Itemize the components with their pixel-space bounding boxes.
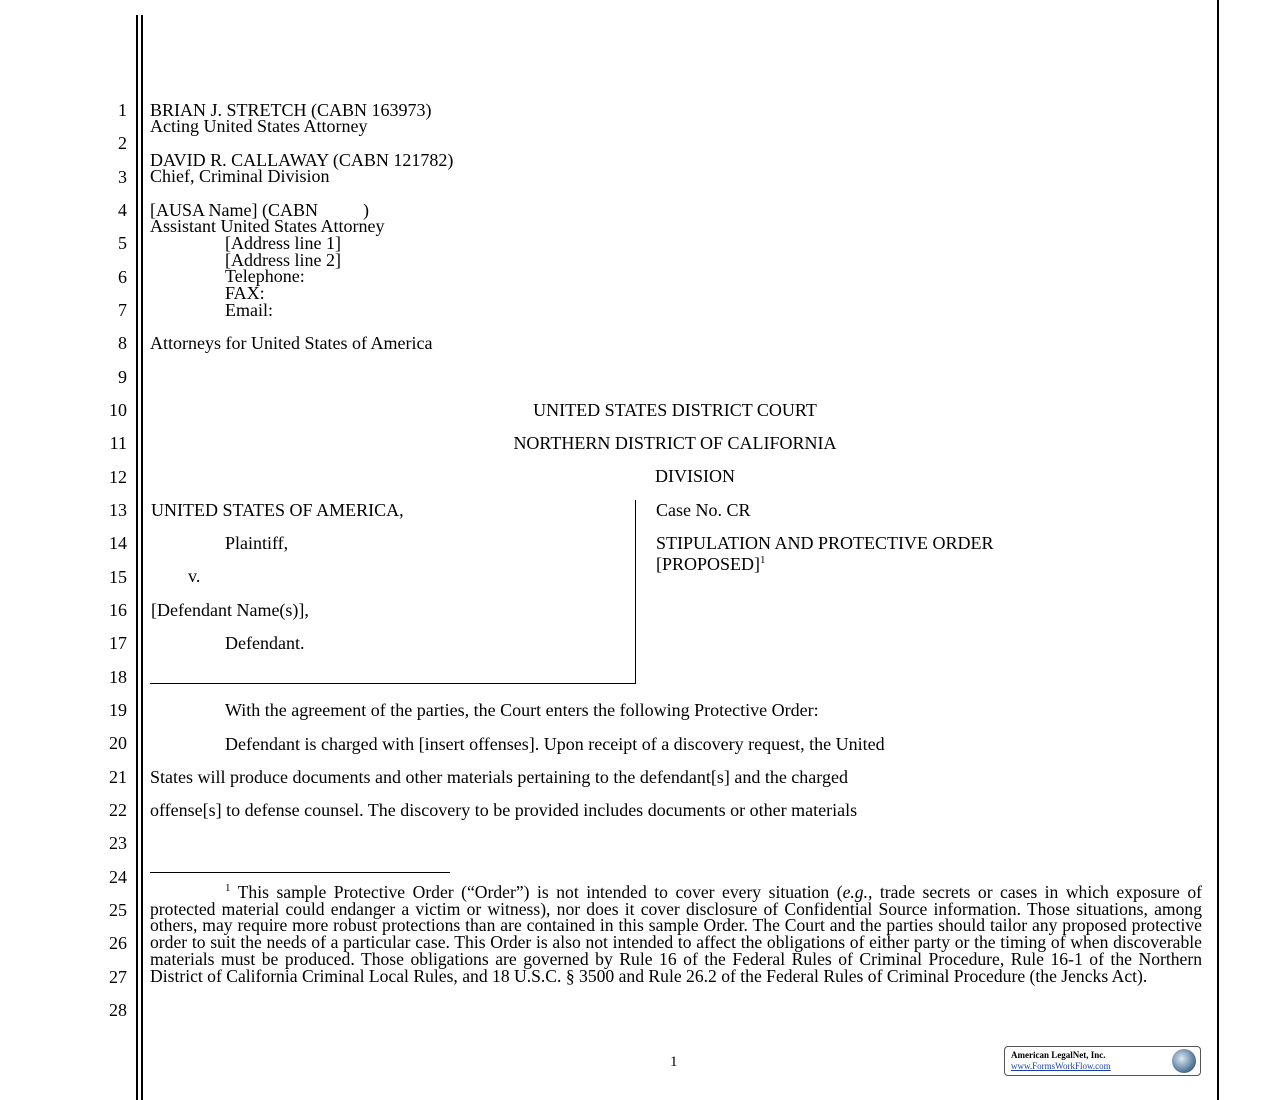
attorney-name-1: BRIAN J. STRETCH (CABN 163973) [150, 100, 432, 120]
line-number: 18 [109, 666, 127, 687]
margin-rule-left-outer [136, 15, 138, 1100]
line-number: 2 [118, 133, 127, 154]
body-paragraph-2-line-3: offense[s] to defense counsel. The discovery to be provided includes documents or other materials [150, 800, 858, 820]
versus: v. [188, 566, 201, 586]
line-number: 12 [109, 466, 127, 487]
line-number: 23 [109, 833, 127, 854]
globe-icon [1172, 1049, 1196, 1073]
caption-divider [635, 500, 636, 684]
email-label: Email: [225, 300, 273, 320]
line-number: 13 [109, 499, 127, 520]
footnote-eg: e.g., [842, 881, 873, 902]
ausa-name: [AUSA Name] (CABN ) [150, 200, 369, 220]
fax-label: FAX: [225, 283, 265, 303]
line-number: 19 [109, 699, 127, 720]
plaintiff-label: Plaintiff, [225, 533, 289, 553]
footnote-separator [150, 872, 450, 873]
logo-url[interactable]: www.FormsWorkFlow.com [1011, 1061, 1111, 1071]
line-number: 1 [118, 100, 127, 120]
defendant-label: Defendant. [225, 633, 305, 653]
line-number: 21 [109, 766, 127, 787]
line-number: 14 [109, 533, 127, 554]
court-division: DIVISION [655, 466, 735, 486]
line-number: 9 [118, 366, 127, 387]
body-paragraph-2-line-2: States will produce documents and other materials pertaining to the defendant[s] and the charged [150, 767, 848, 787]
footnote-text-cont: trade secrets or cases in which exposure of protected material could endanger a victim or witness), nor does it cover disclosure of Confidential Source information. Those situations, among others, may require more robust protections than are contained in this sample Order. The Court and the parties should tailor any proposed protective order to suit the needs of a particular case. This Order is also not intended to affect the obligations of either party or the timing of when discoverable materials must be produced. Those obligations are governed by Rule 16 of the Federal Rules of Criminal Procedure, Rule 16-1 of the Northern District of California Criminal Local Rules, and 18 U.S.C. § 3500 and Rule 26.2 of the Federal Rules of Criminal Procedure (the Jencks Act). [150, 881, 1203, 986]
line-number: 26 [109, 933, 127, 954]
line-number: 28 [109, 999, 127, 1020]
court-district: NORTHERN DISTRICT OF CALIFORNIA [513, 433, 837, 453]
american-legalnet-logo[interactable] [1004, 1046, 1201, 1076]
document-title: STIPULATION AND PROTECTIVE ORDER [656, 533, 994, 553]
ausa-title: Assistant United States Attorney [150, 216, 385, 236]
address-line-2: [Address line 2] [225, 250, 341, 270]
attorney-title-1: Acting United States Attorney [150, 116, 368, 136]
document-title-proposed [656, 552, 766, 573]
page-number: 1 [670, 1054, 678, 1070]
defendant-name: [Defendant Name(s)], [151, 600, 309, 620]
line-number: 24 [109, 866, 127, 887]
logo-company: American LegalNet, Inc. [1011, 1050, 1106, 1060]
body-paragraph-1: With the agreement of the parties, the Court enters the following Protective Order: [225, 700, 819, 720]
line-number: 4 [118, 199, 127, 220]
caption-underline [150, 683, 636, 684]
line-number: 8 [118, 333, 127, 354]
line-number: 15 [109, 566, 127, 587]
proposed-label: [PROPOSED] [656, 554, 761, 574]
telephone-label: Telephone: [225, 266, 305, 286]
line-number: 11 [109, 433, 127, 454]
footnote-text: This sample Protective Order (“Order”) is not intended to cover every situation ( [230, 881, 843, 902]
margin-rule-left-inner [141, 15, 143, 1100]
address-line-1: [Address line 1] [225, 233, 341, 253]
line-number: 3 [118, 166, 127, 187]
line-number: 16 [109, 599, 127, 620]
footnote-marker: 1 [225, 882, 231, 894]
line-number: 5 [118, 233, 127, 254]
line-number: 6 [118, 266, 127, 287]
line-number: 22 [109, 799, 127, 820]
footnote-ref[interactable]: 1 [760, 554, 766, 566]
line-number: 7 [118, 299, 127, 320]
line-number: 20 [109, 733, 127, 754]
attorney-title-2: Chief, Criminal Division [150, 166, 330, 186]
line-number: 10 [109, 399, 127, 420]
line-number: 17 [109, 633, 127, 654]
line-number: 25 [109, 899, 127, 920]
court-name: UNITED STATES DISTRICT COURT [533, 400, 817, 420]
plaintiff-name: UNITED STATES OF AMERICA, [151, 500, 404, 520]
margin-rule-right [1217, 0, 1219, 1100]
body-paragraph-2-line-1: Defendant is charged with [insert offenses]. Upon receipt of a discovery request, the United [225, 734, 885, 754]
attorneys-for: Attorneys for United States of America [150, 333, 433, 353]
line-number: 27 [109, 966, 127, 987]
case-number: Case No. CR [656, 500, 751, 520]
footnote [150, 880, 1202, 985]
attorney-name-2: DAVID R. CALLAWAY (CABN 121782) [150, 150, 454, 170]
